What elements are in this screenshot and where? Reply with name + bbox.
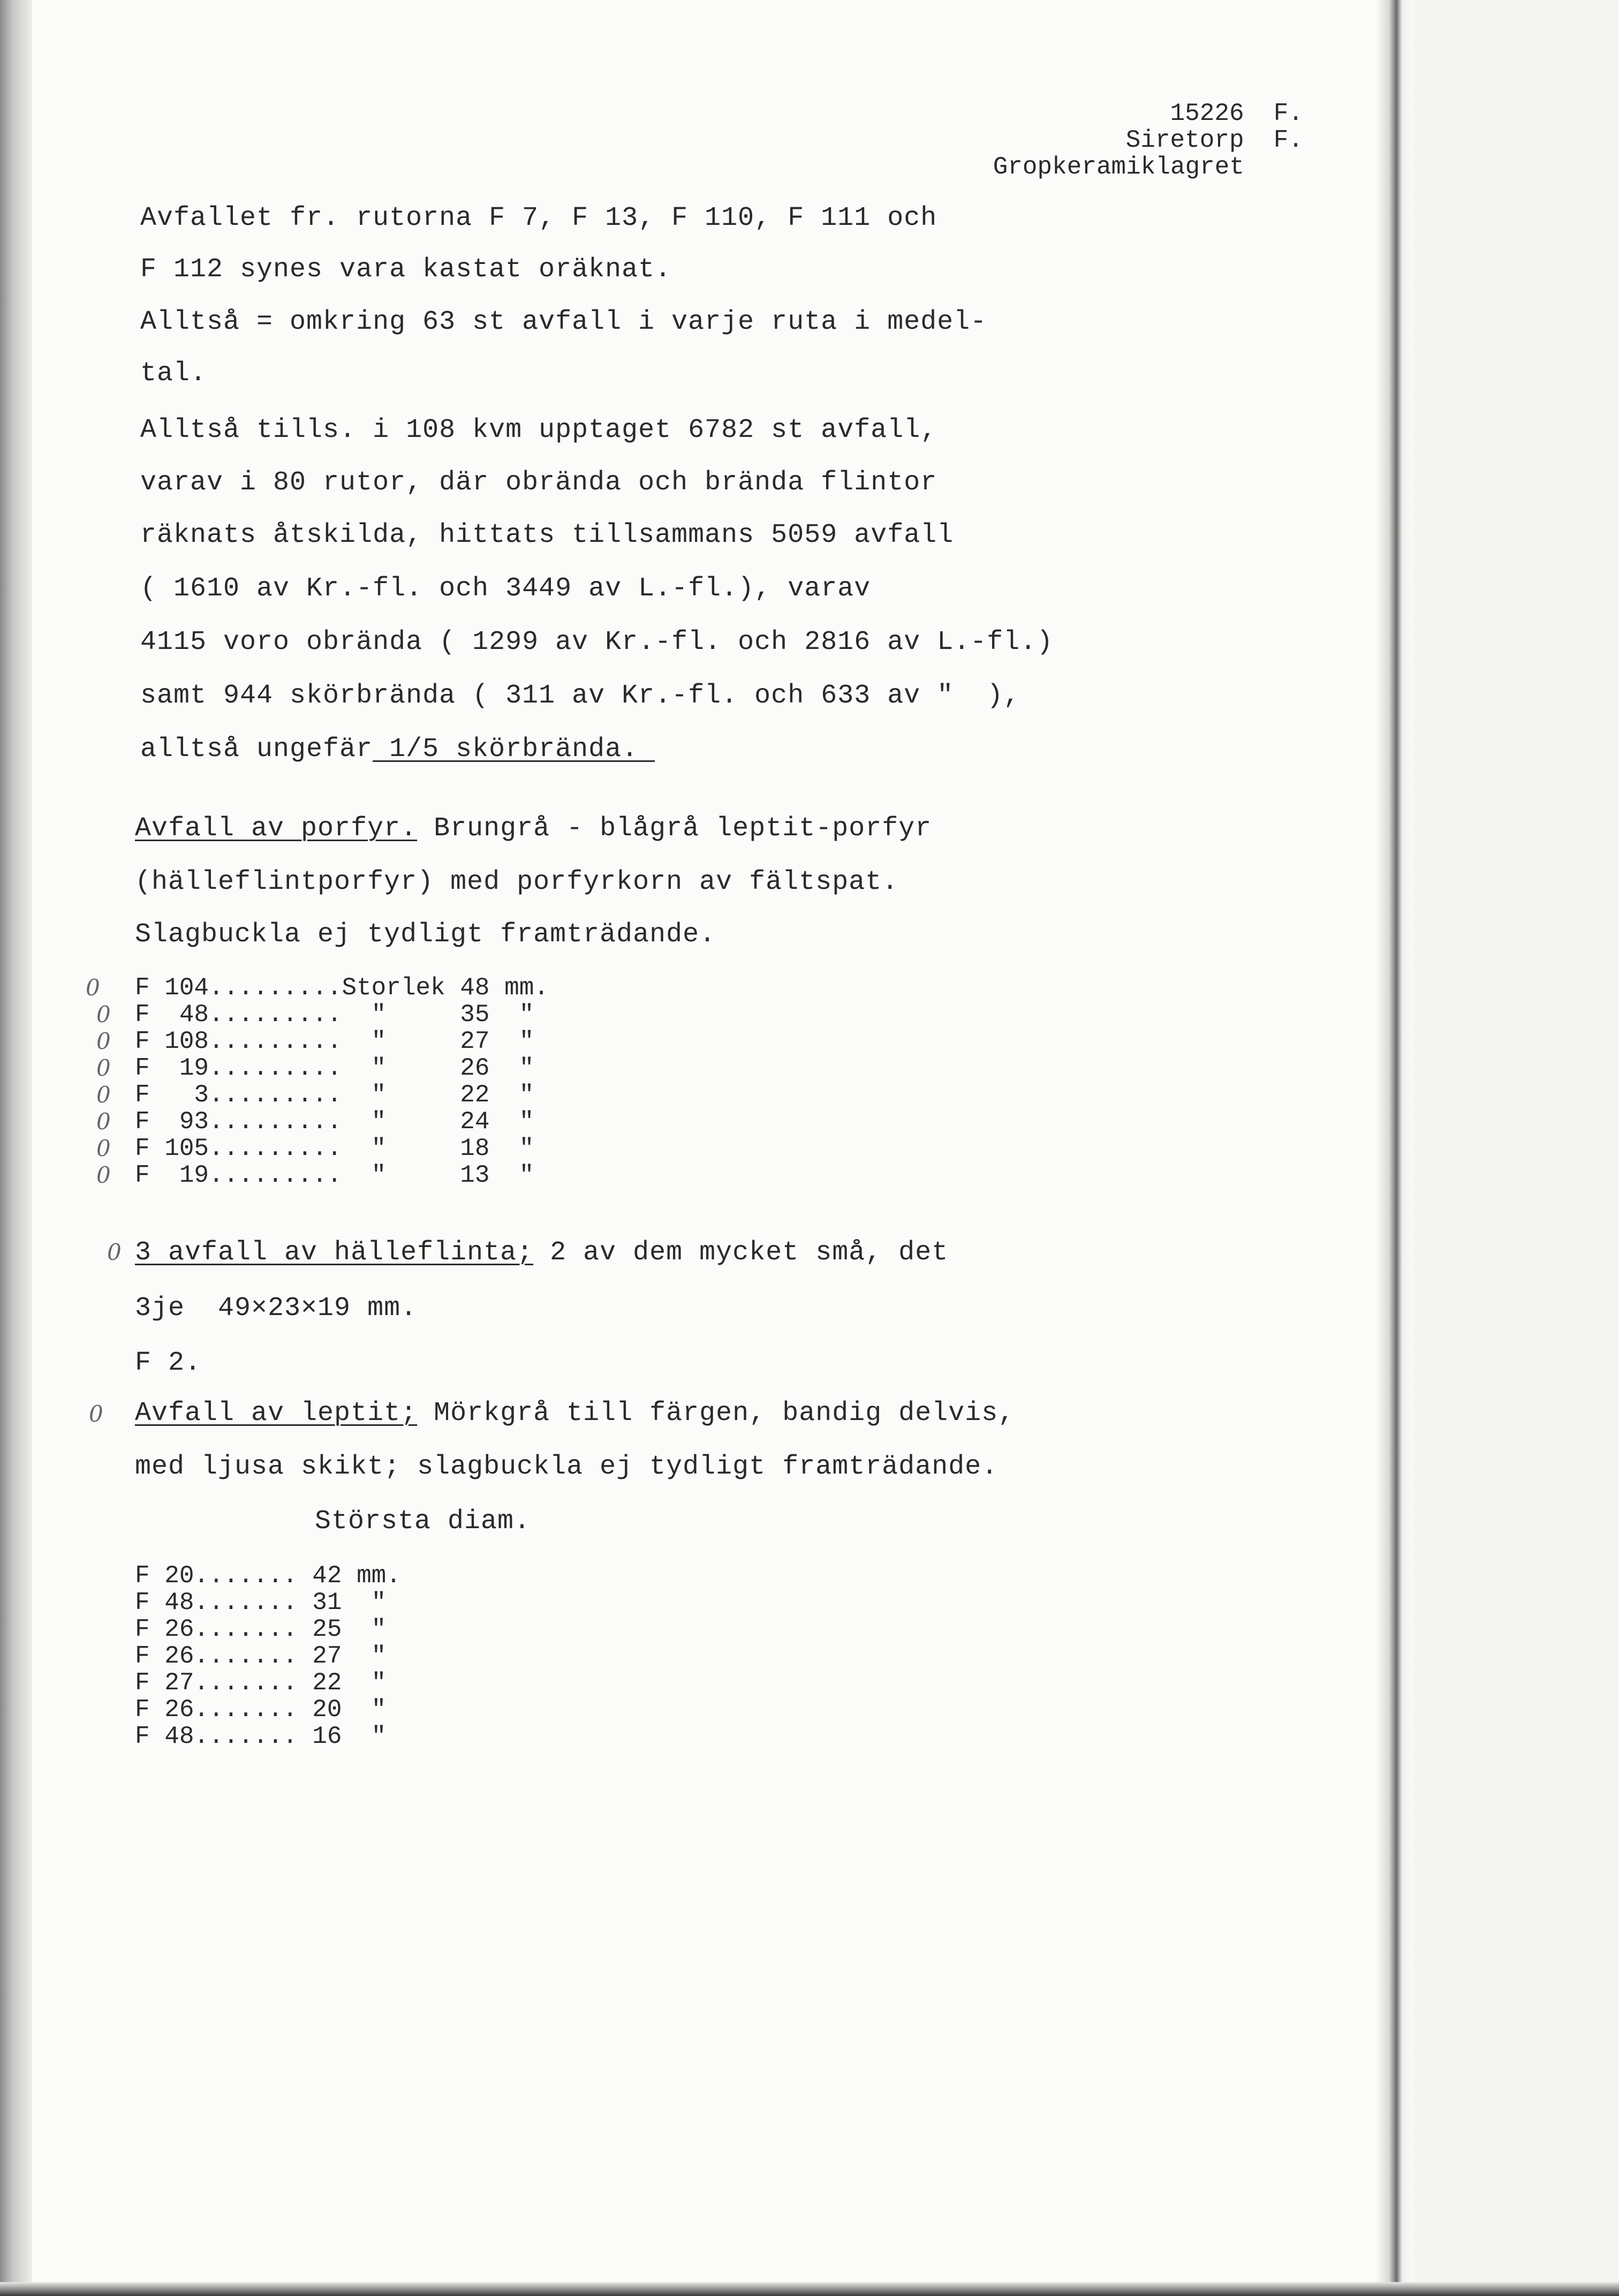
text-line (140, 734, 655, 766)
underlined-fraction: 1/5 skörbrända. (373, 734, 655, 765)
heading-underlined: Avfall av porfyr. (135, 813, 418, 844)
text-line: räknats åtskilda, hittats tillsammans 5059 avfall (140, 520, 954, 550)
table-row: F 105......... " 18 " (135, 1135, 534, 1162)
text-line: med ljusa skikt; slagbuckla ej tydligt framträdande. (135, 1452, 998, 1482)
heading-underlined: 3 avfall av hälleflinta; (135, 1237, 534, 1268)
section-heading (135, 1398, 1015, 1430)
table-row: F 20....... 42 mm. (135, 1562, 401, 1590)
text-line: Alltså tills. i 108 kvm upptaget 6782 st avfall, (140, 415, 937, 445)
scan-left-edge (0, 0, 32, 2296)
check-mark: 0 (96, 1162, 111, 1188)
section-heading (135, 813, 932, 845)
heading-rest: Brungrå - blågrå leptit-porfyr (417, 813, 932, 844)
text-line: 4115 voro obrända ( 1299 av Kr.-fl. och 2816 av L.-fl.) (140, 627, 1054, 658)
check-mark: 0 (96, 1082, 111, 1108)
table-row: F 104.........Storlek 48 mm. (135, 974, 549, 1002)
section-heading (135, 1237, 948, 1269)
check-mark: 0 (107, 1239, 122, 1265)
text-line: 3je 49×23×19 mm. (135, 1293, 418, 1324)
table-row: F 26....... 27 " (135, 1642, 387, 1670)
table-row: F 26....... 25 " (135, 1615, 387, 1643)
column-header: Största diam. (315, 1506, 531, 1537)
heading-rest: Mörkgrå till färgen, bandig delvis, (417, 1398, 1015, 1429)
check-mark: 0 (96, 1001, 111, 1028)
heading-rest: 2 av dem mycket små, det (533, 1237, 949, 1268)
layer-name: Gropkeramiklagret (993, 153, 1244, 181)
table-row: F 48......... " 35 " (135, 1001, 534, 1029)
binder-spine (1376, 0, 1413, 2296)
check-mark: 0 (96, 1028, 111, 1054)
text-prefix: alltså ungefär (140, 734, 373, 765)
table-row: F 48....... 16 " (135, 1723, 387, 1750)
table-row: F 108......... " 27 " (135, 1028, 534, 1055)
check-mark: 0 (96, 1135, 111, 1161)
scan-bottom-edge (0, 2282, 1619, 2296)
site-name: Siretorp F. (1125, 126, 1303, 154)
check-mark: 0 (96, 1055, 111, 1081)
text-line: ( 1610 av Kr.-fl. och 3449 av L.-fl.), varav (140, 573, 871, 604)
table-row: F 3......... " 22 " (135, 1081, 534, 1109)
table-row: F 26....... 20 " (135, 1696, 387, 1724)
table-row: F 19......... " 13 " (135, 1161, 534, 1189)
table-row: F 19......... " 26 " (135, 1054, 534, 1082)
text-line: Alltså = omkring 63 st avfall i varje ruta i medel- (140, 307, 987, 337)
text-line: samt 944 skörbrända ( 311 av Kr.-fl. och 633 av " ), (140, 681, 1020, 711)
check-mark: 0 (89, 1401, 103, 1427)
text-line: Avfallet fr. rutorna F 7, F 13, F 110, F 111 och (140, 203, 937, 233)
table-row: F 93......... " 24 " (135, 1108, 534, 1136)
table-row: F 48....... 31 " (135, 1589, 387, 1617)
text-line: (hälleflintporfyr) med porfyrkorn av fältspat. (135, 867, 899, 897)
table-row: F 27....... 22 " (135, 1669, 387, 1697)
text-line: F 112 synes vara kastat oräknat. (140, 254, 672, 285)
text-line: Slagbuckla ej tydligt framträdande. (135, 919, 716, 950)
check-mark: 0 (86, 975, 100, 1001)
text-line: F 2. (135, 1348, 202, 1378)
heading-underlined: Avfall av leptit; (135, 1398, 418, 1429)
text-line: varav i 80 rutor, där obrända och brända flintor (140, 467, 937, 498)
catalog-number: 15226 F. (1170, 100, 1303, 127)
check-mark: 0 (96, 1108, 111, 1135)
text-line: tal. (140, 358, 207, 389)
